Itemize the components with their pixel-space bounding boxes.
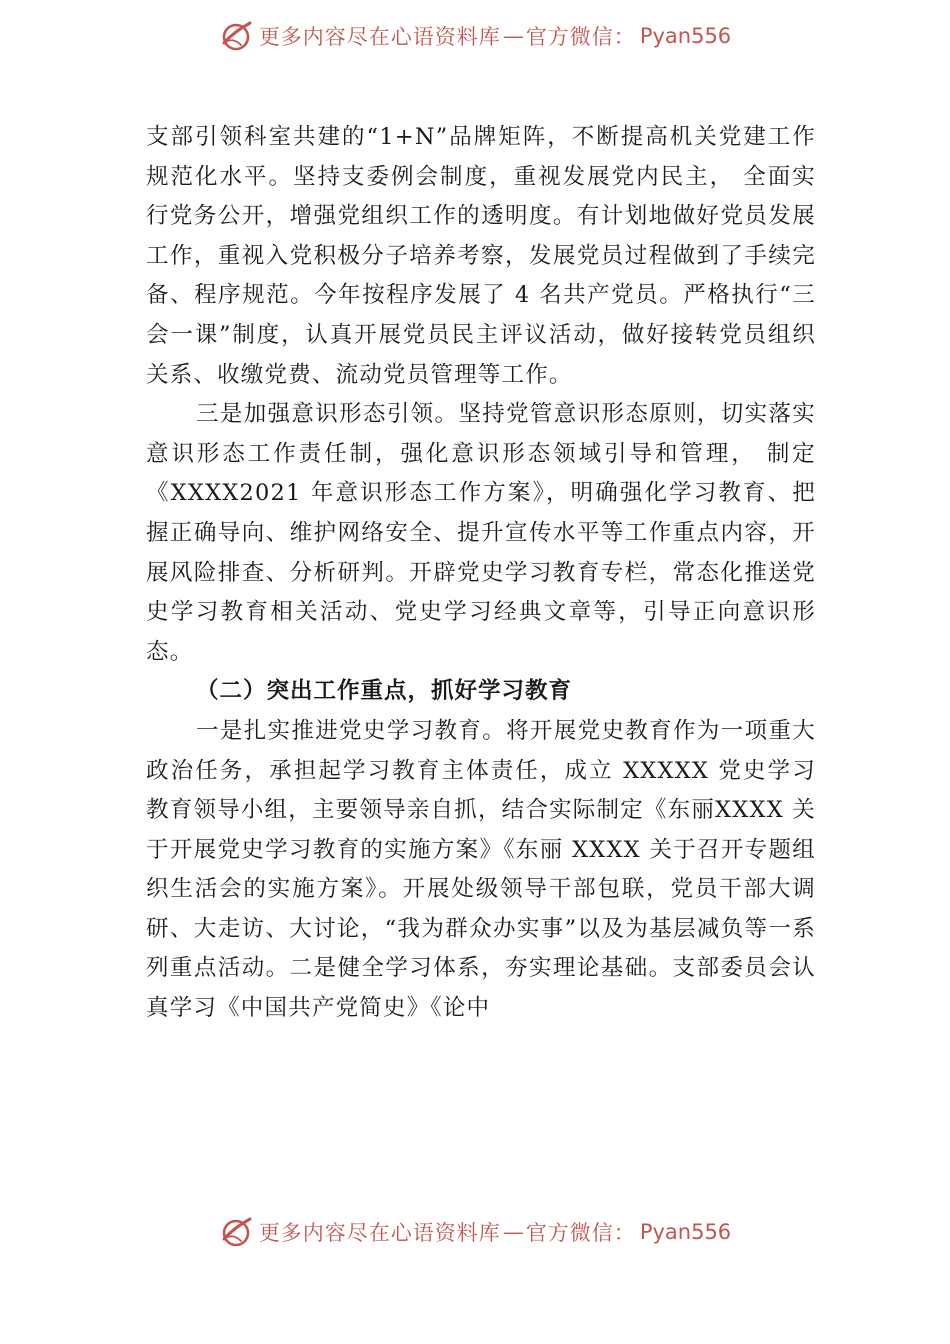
document-body — [146, 118, 816, 1029]
banner-wechat-label: 官方微信： — [525, 25, 636, 49]
footer-banner-wechat-id: Pyan556 — [639, 1220, 732, 1244]
banner-wechat-id: Pyan556 — [639, 24, 732, 48]
paragraph-1: 支部引领科室共建的“1+N”品牌矩阵，不断提高机关党建工作规范化水平。坚持支委例会制度，重视发展党内民主， 全面实行党务公开，增强党组织工作的透明度。有计划地做好党员发展工作，重视入党积极分子培养考察，发展党员过程做到了手续完备、程序规范。今年按程序发展了 4 名共产党员。严格执行“三会一课”制度，认真开展党员民主评议活动，做好接转党员组织关系、收缴党费、流动党员管理等工作。 — [146, 124, 816, 388]
section-heading: （二）突出工作重点，抓好学习教育 — [196, 678, 573, 705]
footer-banner-text: 更多内容尽在心语资料库 — [258, 1221, 501, 1245]
footer-banner-wechat-label: 官方微信： — [525, 1221, 636, 1245]
banner-text: 更多内容尽在心语资料库 — [258, 25, 501, 49]
footer-banner-separator: — — [502, 1220, 524, 1244]
footer-banner — [0, 1212, 950, 1252]
brush-circle-logo-icon — [219, 19, 253, 53]
brush-circle-logo-icon — [219, 1215, 253, 1249]
paragraph-2: 三是加强意识形态引领。坚持党管意识形态原则，切实落实意识形态工作责任制，强化意识形态领域引导和管理， 制定《XXXX2021 年意识形态工作方案》，明确强化学习教育、把握正确导向、维护网络安全、提升宣传水平等工作重点内容，开展风险排查、分析研判。开辟党史学习教育专栏，常态化推送党史学习教育相关活动、党史学习经典文章等，引导正向意识形态。 — [146, 401, 816, 665]
header-banner — [0, 16, 950, 56]
banner-separator: — — [502, 24, 524, 48]
paragraph-3: 一是扎实推进党史学习教育。将开展党史教育作为一项重大政治任务，承担起学习教育主体责任，成立 XXXXX 党史学习教育领导小组，主要领导亲自抓，结合实际制定《东丽XXXX 关于开展党史学习教育的实施方案》《东丽 XXXX 关于召开专题组织生活会的实施方案》。开展处级领导干部包联，党员干部大调研、大走访、大讨论，“我为群众办实事”以及为基层减负等一系列重点活动。二是健全学习体系，夯实理论基础。支部委员会认真学习《中国共产党简史》《论中 — [146, 717, 816, 1022]
